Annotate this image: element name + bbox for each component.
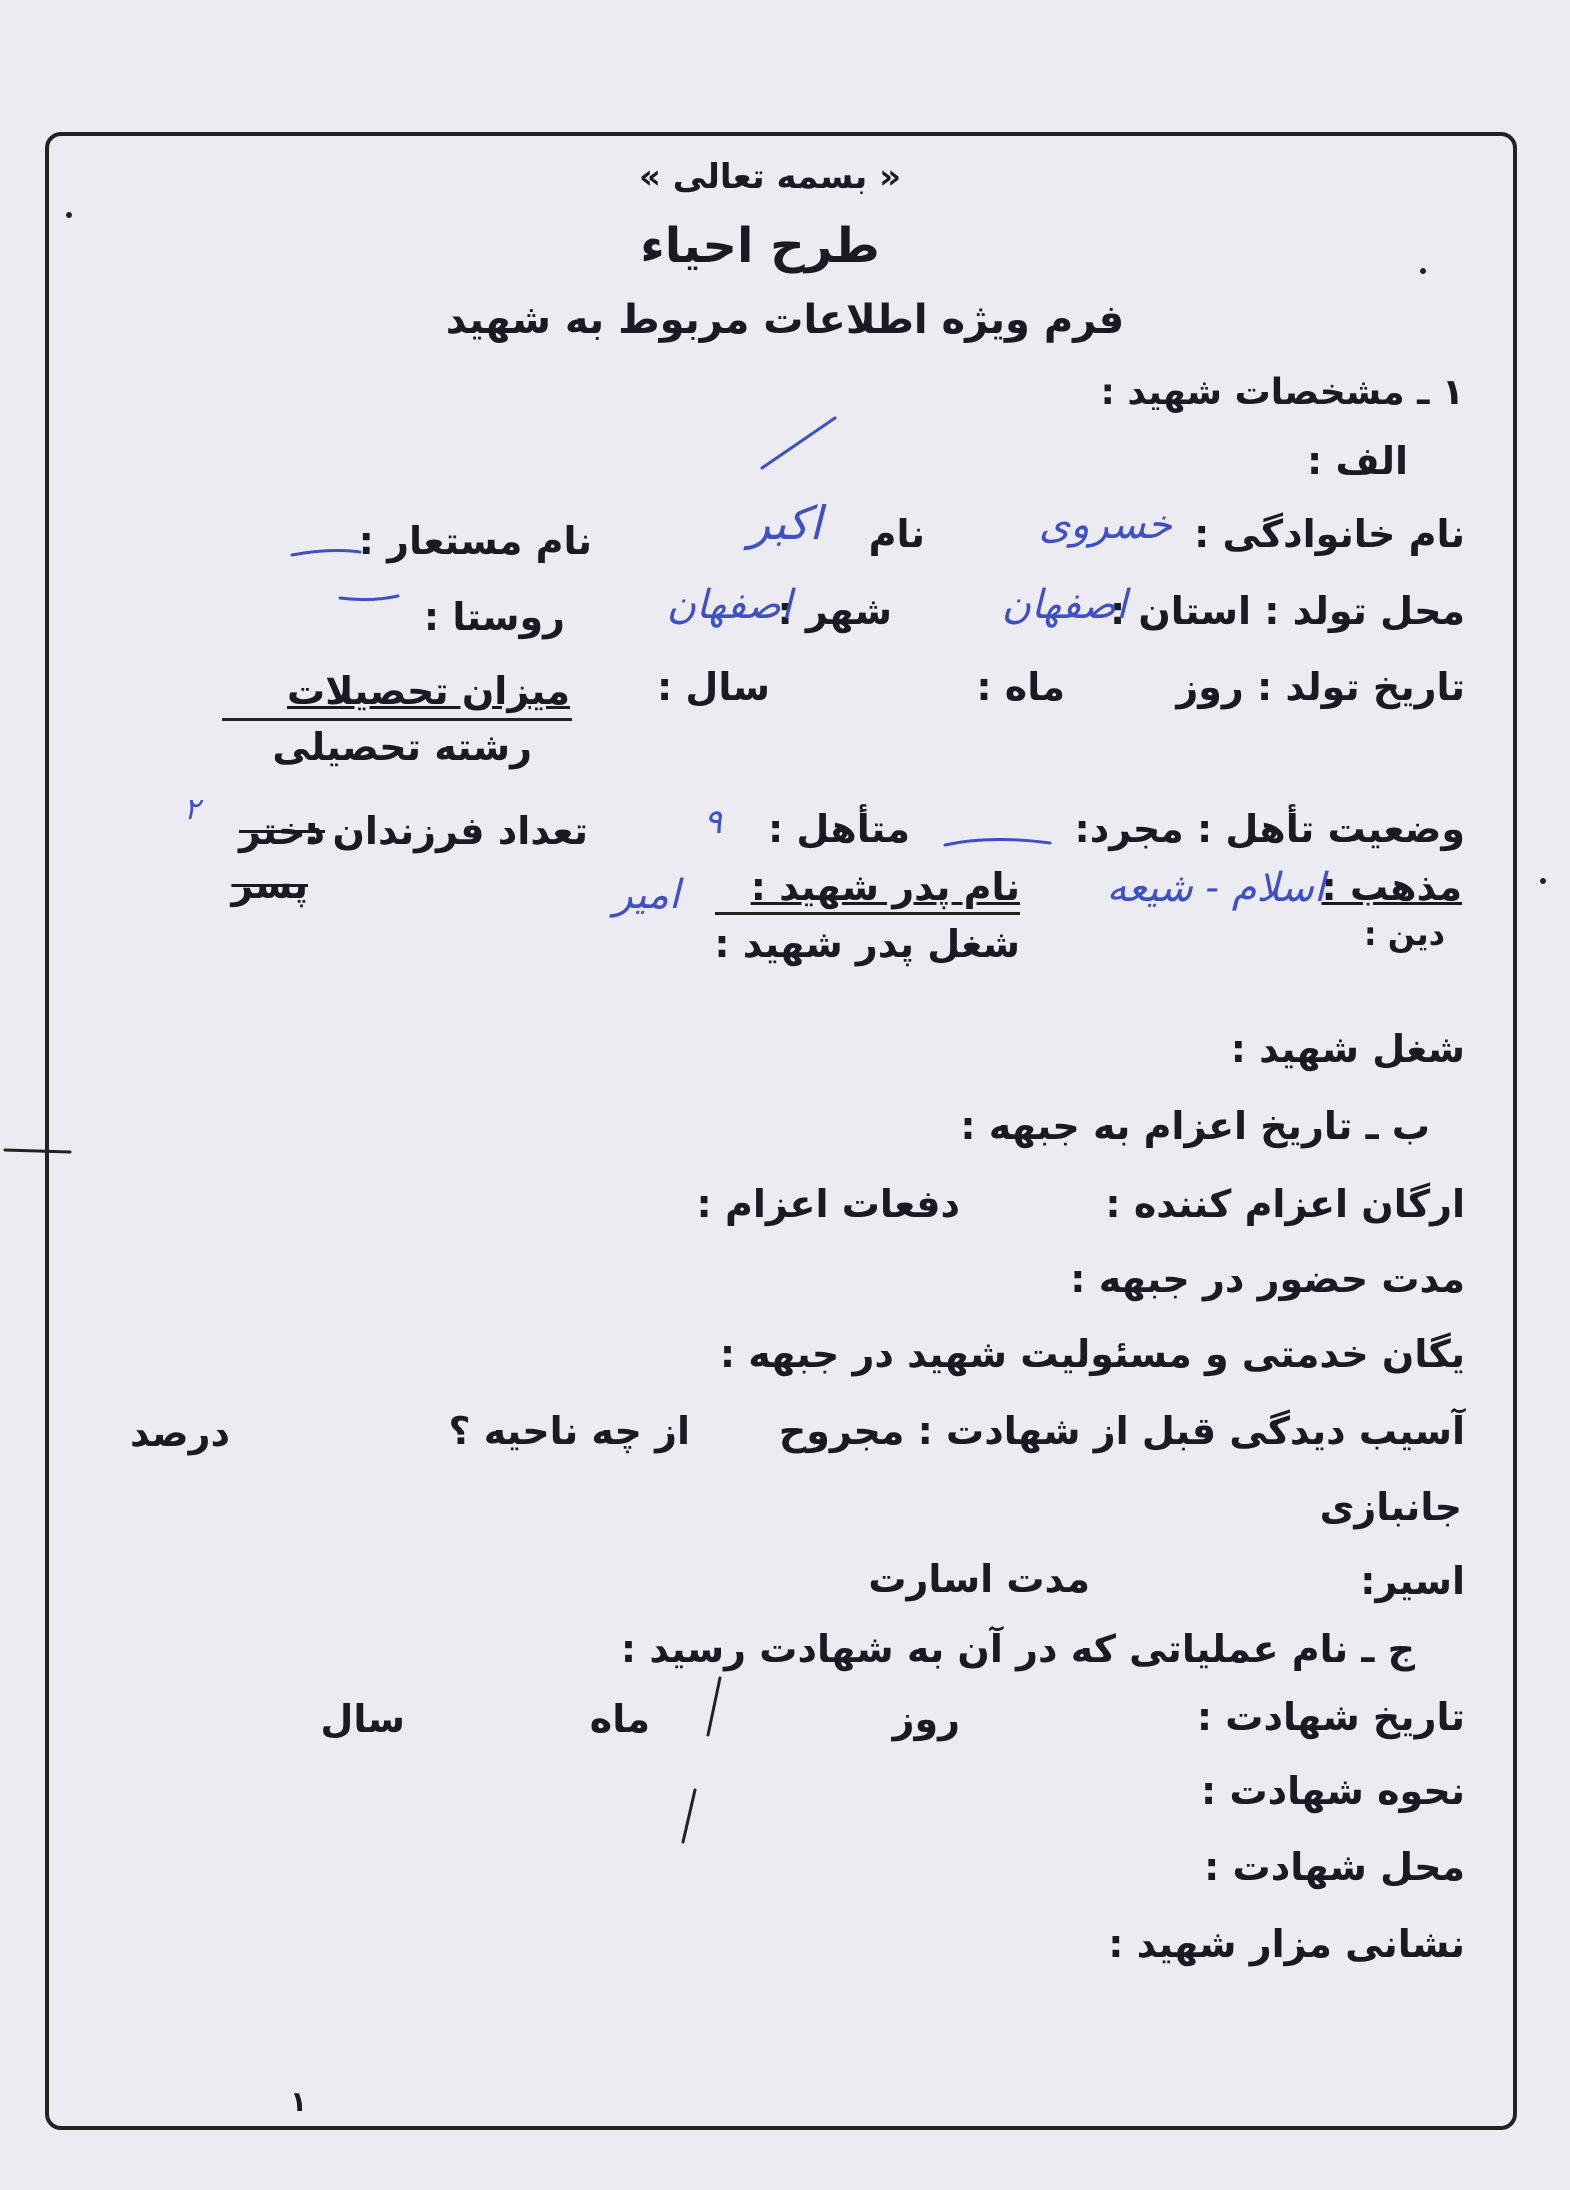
percent-label: درصد	[129, 1411, 230, 1455]
father-name-label: نام پدر شهید :	[750, 865, 1020, 909]
city-value: اصفهان	[666, 582, 792, 628]
children-count: ۲	[183, 792, 200, 827]
unit-role-label: یگان خدمتی و مسئولیت شهید در جبهه :	[719, 1332, 1465, 1376]
job-label: شغل شهید :	[1230, 1027, 1465, 1071]
birth-year-label: سال :	[656, 665, 770, 709]
family-name-value: خسروی	[1038, 502, 1172, 548]
captive-label: اسیر:	[1360, 1559, 1465, 1603]
married-label: متأهل :	[768, 807, 910, 851]
place-label: محل شهادت :	[1204, 1845, 1465, 1889]
scan-speck	[1420, 268, 1426, 274]
marital-label: وضعیت تأهل : مجرد:	[1074, 807, 1465, 851]
religion-value: اسلام - شیعه	[1106, 865, 1325, 911]
injury-label: آسیب دیدگی قبل از شهادت : مجروح	[778, 1409, 1465, 1453]
slash-mark-2	[683, 1790, 695, 1842]
dispatch-count-label: دفعات اعزام :	[696, 1182, 960, 1226]
faith-label: دین :	[1363, 915, 1445, 953]
form-title: طرح احیاء	[640, 218, 880, 274]
birthplace-label: محل تولد : استان :	[1109, 589, 1465, 633]
daughter-label: دختر	[238, 809, 325, 853]
religion-label: مذهب :	[1321, 865, 1462, 909]
manner-label: نحوه شهادت :	[1201, 1769, 1465, 1813]
single-dash	[945, 839, 1050, 845]
first-name-value: اکبر	[748, 496, 822, 550]
first-name-label: نام	[868, 512, 925, 556]
alias-label: نام مستعار :	[358, 519, 592, 563]
education-level-label: میزان تحصیلات	[286, 669, 570, 713]
operation-label: ج ـ نام عملیاتی که در آن به شهادت رسید :	[620, 1627, 1415, 1671]
scan-speck	[66, 212, 72, 218]
martyrdom-date-label: تاریخ شهادت :	[1196, 1695, 1465, 1739]
married-mark: ۹	[703, 802, 722, 842]
invocation: « بسمه تعالی »	[638, 157, 902, 197]
form-subtitle: فرم ویژه اطلاعات مربوط به شهید	[445, 297, 1125, 343]
village-label: روستا :	[423, 595, 565, 639]
martyrdom-month-label: ماه	[589, 1697, 650, 1741]
martyrdom-day-label: روز	[892, 1697, 960, 1741]
birthdate-label: تاریخ تولد : روز	[1176, 665, 1465, 709]
father-name-value: امیر	[613, 872, 680, 918]
birth-month-label: ماه :	[976, 665, 1065, 709]
injury-area-label: از چه ناحیه ؟	[448, 1409, 690, 1453]
son-label: پسر	[231, 863, 308, 907]
page-number: ۱	[290, 2085, 308, 2118]
captivity-duration-label: مدت اسارت	[868, 1557, 1090, 1601]
veteran-label: جانبازی	[1319, 1485, 1462, 1529]
margin-tick	[5, 1150, 70, 1152]
city-label: شهر :	[777, 589, 892, 633]
presence-duration-label: مدت حضور در جبهه :	[1070, 1257, 1465, 1301]
martyrdom-year-label: سال	[320, 1697, 405, 1741]
children-label: تعداد فرزندان :	[304, 809, 588, 853]
alias-dash-1	[292, 551, 360, 555]
province-value: اصفهان	[1001, 582, 1127, 628]
dispatch-date-label: ب ـ تاریخ اعزام به جبهه :	[960, 1104, 1430, 1148]
family-name-label: نام خانوادگی :	[1194, 512, 1465, 556]
scan-speck	[1540, 878, 1546, 884]
name-flourish	[762, 418, 835, 468]
dispatch-org-label: ارگان اعزام کننده :	[1105, 1182, 1465, 1226]
alias-dash-2	[340, 596, 398, 600]
grave-label: نشانی مزار شهید :	[1108, 1922, 1465, 1966]
field-of-study-label: رشته تحصیلی	[272, 725, 532, 769]
part-a-label: الف :	[1307, 439, 1408, 483]
father-job-label: شغل پدر شهید :	[714, 922, 1020, 966]
section1-heading: ۱ ـ مشخصات شهید :	[1100, 372, 1464, 413]
slash-mark-1	[708, 1678, 720, 1735]
